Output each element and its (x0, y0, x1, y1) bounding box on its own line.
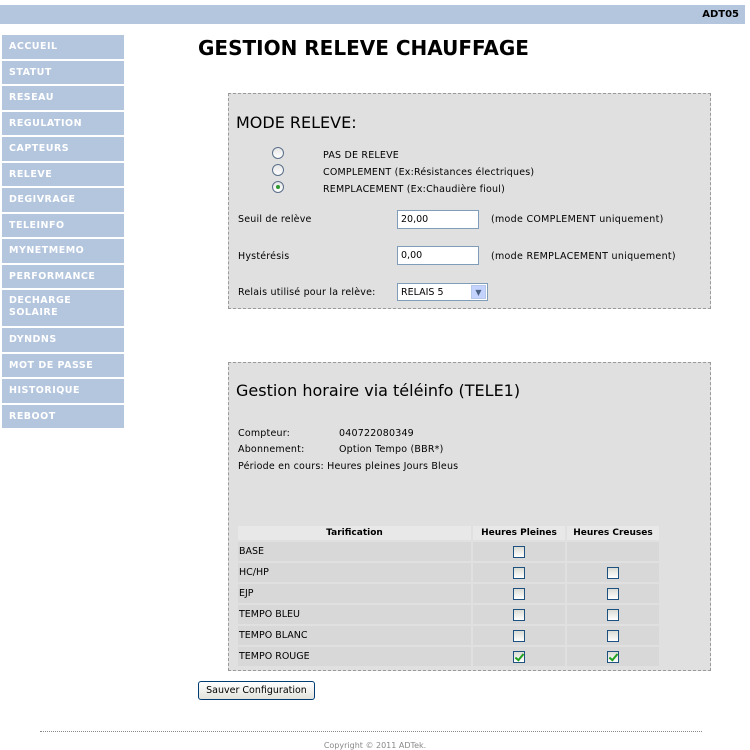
column-header-heures-pleines: Heures Pleines (473, 526, 565, 540)
sidebar-item-reseau[interactable]: RESEAU (2, 86, 124, 110)
column-header-heures-creuses: Heures Creuses (567, 526, 659, 540)
sidebar-item-releve[interactable]: RELEVE (2, 163, 124, 187)
hysteresis-input[interactable] (397, 246, 479, 265)
abonnement-label: Abonnement: (238, 444, 305, 455)
table-header-row (238, 526, 659, 540)
table-row (238, 647, 659, 666)
checkbox-tempo-blanc-hp[interactable] (513, 630, 525, 642)
checkbox-tempo-rouge-hc[interactable] (607, 651, 619, 663)
checkbox-ejp-hc[interactable] (607, 588, 619, 600)
sidebar-item-accueil[interactable]: ACCUEIL (2, 35, 124, 59)
page-title: GESTION RELEVE CHAUFFAGE (198, 36, 529, 60)
checkbox-hchp-hc[interactable] (607, 567, 619, 579)
table-row (238, 605, 659, 624)
radio-label-pas-de-releve: PAS DE RELEVE (323, 150, 400, 161)
hysteresis-hint: (mode REMPLACEMENT uniquement) (491, 251, 676, 262)
footer-divider (40, 731, 702, 732)
radio-selected-dot (276, 185, 280, 189)
relais-select[interactable] (397, 283, 488, 301)
checkbox-tempo-rouge-hp[interactable] (513, 651, 525, 663)
radio-remplacement[interactable] (272, 181, 284, 193)
sidebar-item-degivrage[interactable]: DEGIVRAGE (2, 188, 124, 212)
save-configuration-button[interactable]: Sauver Configuration (198, 681, 315, 700)
compteur-label: Compteur: (238, 428, 291, 439)
checkbox-hchp-hp[interactable] (513, 567, 525, 579)
radio-label-remplacement: REMPLACEMENT (Ex:Chaudière fioul) (323, 184, 506, 195)
sidebar-item-decharge-solaire[interactable]: DECHARGE SOLAIRE (2, 290, 124, 326)
checkbox-ejp-hp[interactable] (513, 588, 525, 600)
sidebar-item-mot-de-passe[interactable]: MOT DE PASSE (2, 354, 124, 378)
checkbox-base-hp[interactable] (513, 546, 525, 558)
table-row (238, 563, 659, 582)
periode-label (238, 461, 458, 472)
sidebar-item-capteurs[interactable]: CAPTEURS (2, 137, 124, 161)
sidebar-item-statut[interactable]: STATUT (2, 61, 124, 85)
periode-value: Heures pleines Jours Bleus (327, 461, 459, 472)
hysteresis-label: Hystérésis (238, 251, 290, 262)
tarif-name: EJP (238, 584, 471, 603)
seuil-hint: (mode COMPLEMENT uniquement) (491, 214, 664, 225)
radio-label-complement: COMPLEMENT (Ex:Résistances électriques) (323, 167, 535, 178)
relais-label: Relais utilisé pour la relève: (238, 287, 376, 298)
radio-pas-de-releve[interactable] (272, 147, 284, 159)
sidebar-item-performance[interactable]: PERFORMANCE (2, 265, 124, 289)
table-row (238, 584, 659, 603)
tarif-name: BASE (238, 542, 471, 561)
mode-releve-panel (228, 93, 711, 309)
footer-copyright: Copyright © 2011 ADTek. (323, 741, 427, 750)
sidebar-item-teleinfo[interactable]: TELEINFO (2, 214, 124, 238)
checkbox-tempo-blanc-hc[interactable] (607, 630, 619, 642)
seuil-input[interactable] (397, 210, 479, 229)
teleinfo-title: Gestion horaire via téléinfo (TELE1) (236, 381, 521, 400)
chevron-down-icon[interactable]: ▼ (471, 285, 486, 299)
tarif-name: TEMPO ROUGE (238, 647, 471, 666)
top-bar (0, 5, 745, 24)
table-row (238, 626, 659, 645)
relais-select-value: RELAIS 5 (401, 287, 444, 298)
radio-complement[interactable] (272, 164, 284, 176)
tarif-name: HC/HP (238, 563, 471, 582)
sidebar-item-dyndns[interactable]: DYNDNS (2, 328, 124, 352)
periode-label-text: Période en cours: (238, 461, 324, 472)
device-id: ADT05 (702, 9, 739, 20)
checkbox-tempo-bleu-hp[interactable] (513, 609, 525, 621)
tarification-table (236, 524, 661, 668)
table-row (238, 542, 659, 561)
teleinfo-panel (228, 362, 711, 671)
sidebar-nav (2, 35, 124, 430)
seuil-label: Seuil de relève (238, 214, 312, 225)
compteur-value: 040722080349 (339, 428, 414, 439)
abonnement-value: Option Tempo (BBR*) (339, 444, 444, 455)
sidebar-item-reboot[interactable]: REBOOT (2, 405, 124, 429)
tarif-name: TEMPO BLANC (238, 626, 471, 645)
tarif-name: TEMPO BLEU (238, 605, 471, 624)
sidebar-item-mynetmemo[interactable]: MYNETMEMO (2, 239, 124, 263)
column-header-tarification: Tarification (238, 526, 471, 540)
sidebar-item-regulation[interactable]: REGULATION (2, 112, 124, 136)
sidebar-item-historique[interactable]: HISTORIQUE (2, 379, 124, 403)
mode-releve-title: MODE RELEVE: (236, 113, 357, 132)
checkbox-tempo-bleu-hc[interactable] (607, 609, 619, 621)
